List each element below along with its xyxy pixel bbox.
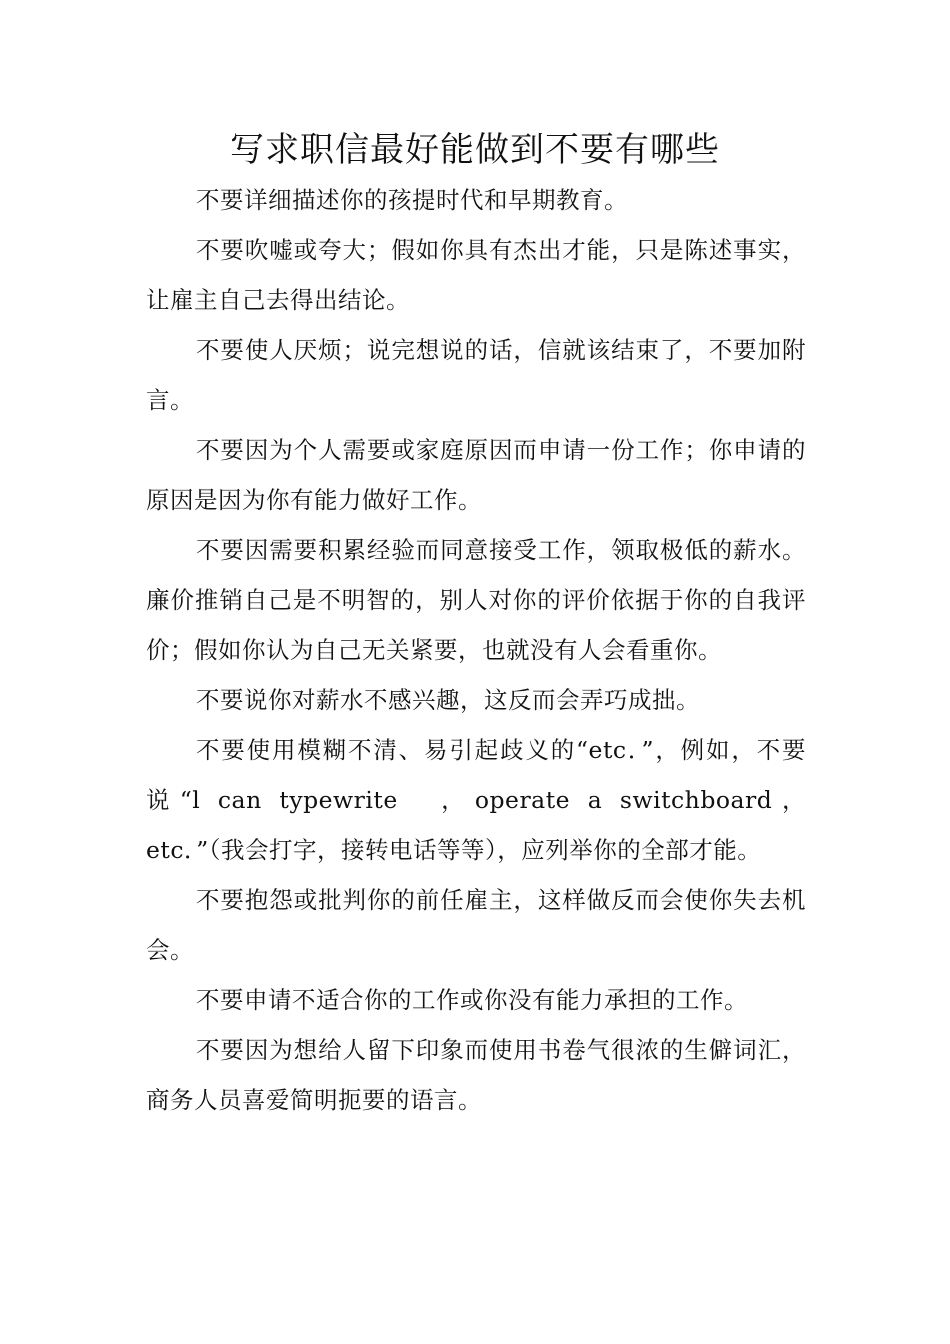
paragraph-4: 不要因为个人需要或家庭原因而申请一份工作；你申请的原因是因为你有能力做好工作。 — [146, 436, 806, 514]
paragraph-7: 不要使用模糊不清、易引起歧义的“etc．”，例如，不要说“l can typewrite ，operate a switchboard，etc．”（我会打字，接转电话等等），应列举你的全部才能。 — [146, 736, 806, 864]
document-body — [146, 175, 806, 1125]
paragraph-6: 不要说你对薪水不感兴趣，这反而会弄巧成拙。 — [196, 686, 700, 714]
paragraph-2: 不要吹嘘或夸大；假如你具有杰出才能，只是陈述事实，让雇主自己去得出结论。 — [146, 236, 806, 314]
paragraph-5: 不要因需要积累经验而同意接受工作，领取极低的薪水。廉价推销自己是不明智的，别人对你的评价依据于你的自我评价；假如你认为自己无关紧要，也就没有人会看重你。 — [146, 536, 806, 664]
page-title: 写求职信最好能做到不要有哪些 — [230, 130, 720, 170]
paragraph-3: 不要使人厌烦；说完想说的话，信就该结束了，不要加附言。 — [146, 336, 806, 414]
paragraph-9: 不要申请不适合你的工作或你没有能力承担的工作。 — [196, 986, 748, 1014]
paragraph-1: 不要详细描述你的孩提时代和早期教育。 — [196, 186, 628, 214]
paragraph-8: 不要抱怨或批判你的前任雇主，这样做反而会使你失去机会。 — [146, 886, 806, 964]
paragraph-10: 不要因为想给人留下印象而使用书卷气很浓的生僻词汇，商务人员喜爱简明扼要的语言。 — [146, 1036, 806, 1114]
